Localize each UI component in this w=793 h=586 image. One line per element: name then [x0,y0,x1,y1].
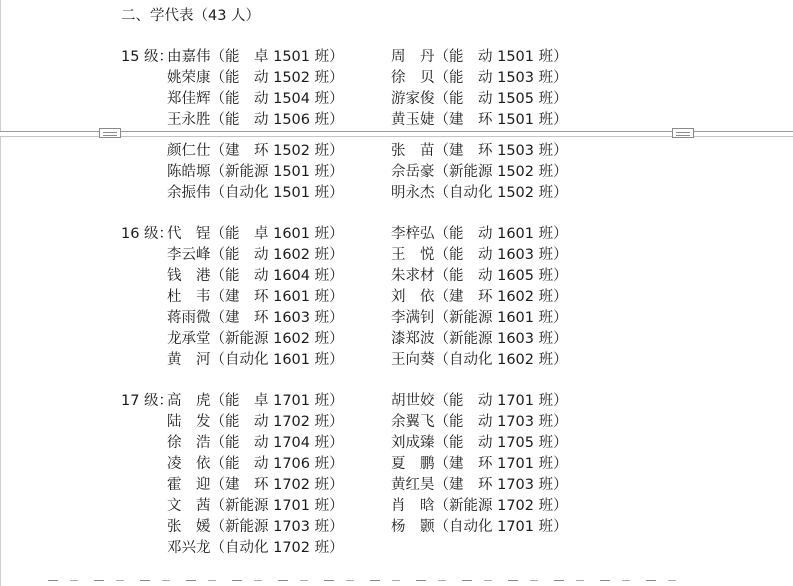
representative-entry: 漆郑波（新能源 1603 班） [391,331,568,347]
representative-entry: 霍 迎（建 环 1702 班） [167,477,344,493]
representative-entry: 李满钊（新能源 1601 班） [391,310,568,326]
representative-entry: 刘 依（建 环 1602 班） [391,289,568,305]
representative-entry: 李梓弘（能 动 1601 班） [391,226,568,242]
representative-entry: 明永杰（自动化 1502 班） [391,185,568,201]
representative-entry: 杜 韦（建 环 1601 班） [167,289,344,305]
representative-entry: 余振伟（自动化 1501 班） [167,185,344,201]
representative-entry: 黄红昊（建 环 1703 班） [391,477,568,493]
representative-entry: 朱求材（能 动 1605 班） [391,268,568,284]
representative-entry: 徐 贝（能 动 1503 班） [391,70,568,86]
next-page-partial-text [48,580,688,581]
representative-entry: 邓兴龙（自动化 1702 班） [167,540,344,556]
representative-entry: 陆 发（能 动 1702 班） [167,414,344,430]
representative-entry: 黄 河（自动化 1601 班） [167,352,344,368]
section-heading: 二、学代表（43 人） [121,8,261,24]
representative-entry: 姚荣康（能 动 1502 班） [167,70,344,86]
representative-entry: 高 虎（能 卓 1701 班） [167,393,344,409]
representative-entry: 张 媛（新能源 1703 班） [167,519,344,535]
representative-entry: 凌 依（能 动 1706 班） [167,456,344,472]
page-break-right-handle[interactable] [672,128,694,138]
grade-label: 15 级： [121,49,174,65]
grade-label: 17 级： [121,393,174,409]
grade-label: 16 级： [121,226,174,242]
representative-entry: 肖 晗（新能源 1702 班） [391,498,568,514]
representative-entry: 龙承堂（新能源 1602 班） [167,331,344,347]
representative-entry: 黄玉婕（建 环 1501 班） [391,112,568,128]
representative-entry: 李云峰（能 动 1602 班） [167,247,344,263]
representative-entry: 徐 浩（能 动 1704 班） [167,435,344,451]
representative-entry: 蒋雨微（建 环 1603 班） [167,310,344,326]
representative-entry: 张 苗（建 环 1503 班） [391,143,568,159]
representative-entry: 王永胜（能 动 1506 班） [167,112,344,128]
representative-entry: 颜仁仕（建 环 1502 班） [167,143,344,159]
page-left-edge [0,0,1,586]
representative-entry: 夏 鹏（建 环 1701 班） [391,456,568,472]
representative-entry: 杨 颢（自动化 1701 班） [391,519,568,535]
representative-entry: 周 丹（能 动 1501 班） [391,49,568,65]
representative-entry: 钱 港（能 动 1604 班） [167,268,344,284]
representative-entry: 王向葵（自动化 1602 班） [391,352,568,368]
representative-entry: 文 茜（新能源 1701 班） [167,498,344,514]
representative-entry: 王 悦（能 动 1603 班） [391,247,568,263]
representative-entry: 陈皓塬（新能源 1501 班） [167,164,344,180]
representative-entry: 游家俊（能 动 1505 班） [391,91,568,107]
representative-entry: 胡世姣（能 动 1701 班） [391,393,568,409]
representative-entry: 代 锃（能 卓 1601 班） [167,226,344,242]
representative-entry: 佘岳豪（新能源 1502 班） [391,164,568,180]
representative-entry: 余翼飞（能 动 1703 班） [391,414,568,430]
representative-entry: 由嘉伟（能 卓 1501 班） [167,49,344,65]
representative-entry: 郑佳辉（能 动 1504 班） [167,91,344,107]
page-break-left-handle[interactable] [99,128,121,138]
representative-entry: 刘成臻（能 动 1705 班） [391,435,568,451]
